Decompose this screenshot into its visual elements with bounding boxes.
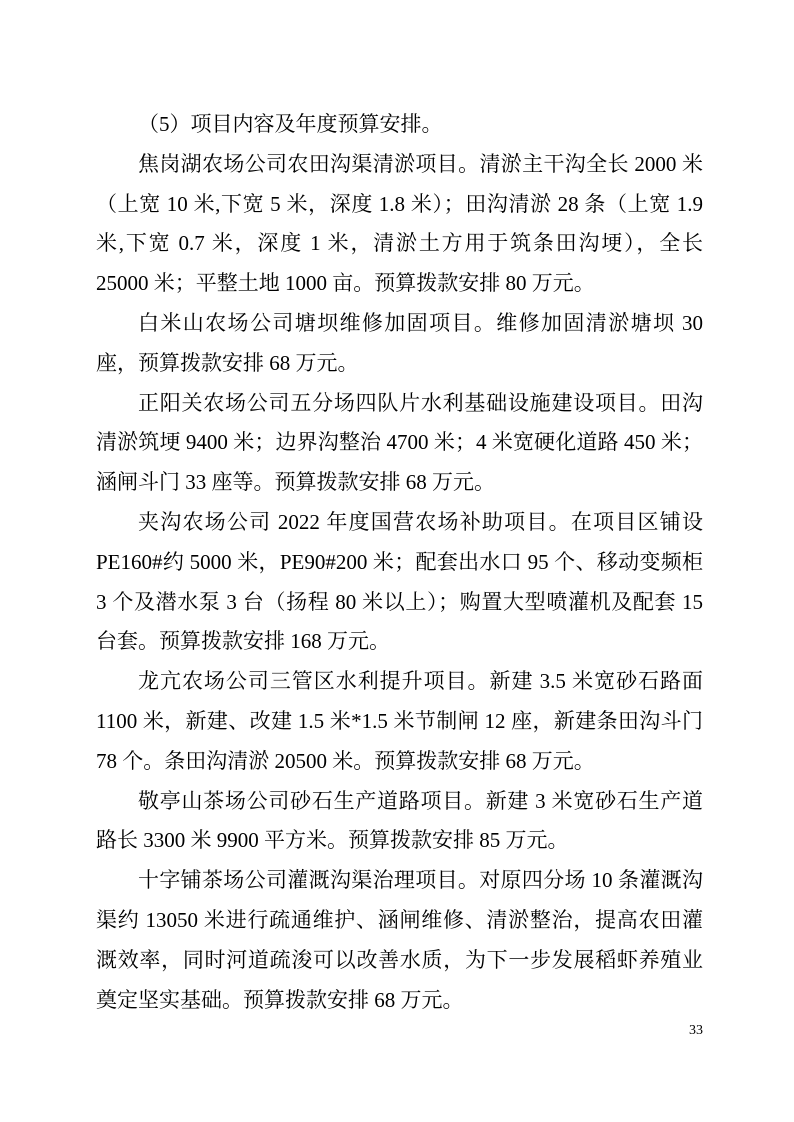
section-heading: （5）项目内容及年度预算安排。 (138, 112, 443, 136)
paragraph-jiagou: 夹沟农场公司 2022 年度国营农场补助项目。在项目区铺设 PE160#约 5000 米，PE90#200 米；配套出水口 95 个、移动变频柜 3 个及潜水泵 3 台（扬程 80 米以上）；购置大型喷灌机及配套 15 台套。预算拨款安排 168 万元。 (96, 509, 703, 654)
paragraph-jiaoganghu: 焦岗湖农场公司农田沟渠清淤项目。清淤主干沟全长 2000 米（上宽 10 米,下宽 5 米，深度 1.8 米）；田沟清淤 28 条（上宽 1.9 米,下宽 0.7 米，深度 1 米，清淤土方用于筑条田沟埂），全长 25000 米；平整土地 1000 亩。预算拨款安排 80 万元。 (96, 151, 703, 296)
paragraph-jingtingshan: 敬亭山茶场公司砂石生产道路项目。新建 3 米宽砂石生产道路长 3300 米 9900 平方米。预算拨款安排 85 万元。 (96, 788, 703, 853)
paragraph-longkang: 龙亢农场公司三管区水利提升项目。新建 3.5 米宽砂石路面 1100 米，新建、改建 1.5 米*1.5 米节制闸 12 座，新建条田沟斗门 78 个。条田沟清淤 20500 米。预算拨款安排 68 万元。 (96, 669, 703, 773)
paragraph-zhengyangguan: 正阳关农场公司五分场四队片水利基础设施建设项目。田沟清淤筑埂 9400 米；边界沟整治 4700 米；4 米宽硬化道路 450 米；涵闸斗门 33 座等。预算拨款安排 68 万元。 (96, 390, 703, 495)
paragraph-baimishan: 白米山农场公司塘坝维修加固项目。维修加固清淤塘坝 30 座，预算拨款安排 68 万元。 (96, 310, 703, 375)
page-number: 33 (689, 1023, 703, 1038)
paragraph-shizipu: 十字铺茶场公司灌溉沟渠治理项目。对原四分场 10 条灌溉沟渠约 13050 米进行疏通维护、涵闸维修、清淤整治，提高农田灌溉效率，同时河道疏浚可以改善水质，为下一步发展稻虾养殖业奠定坚实基础。预算拨款安排 68 万元。 (96, 868, 703, 1012)
document-body (96, 105, 703, 1020)
